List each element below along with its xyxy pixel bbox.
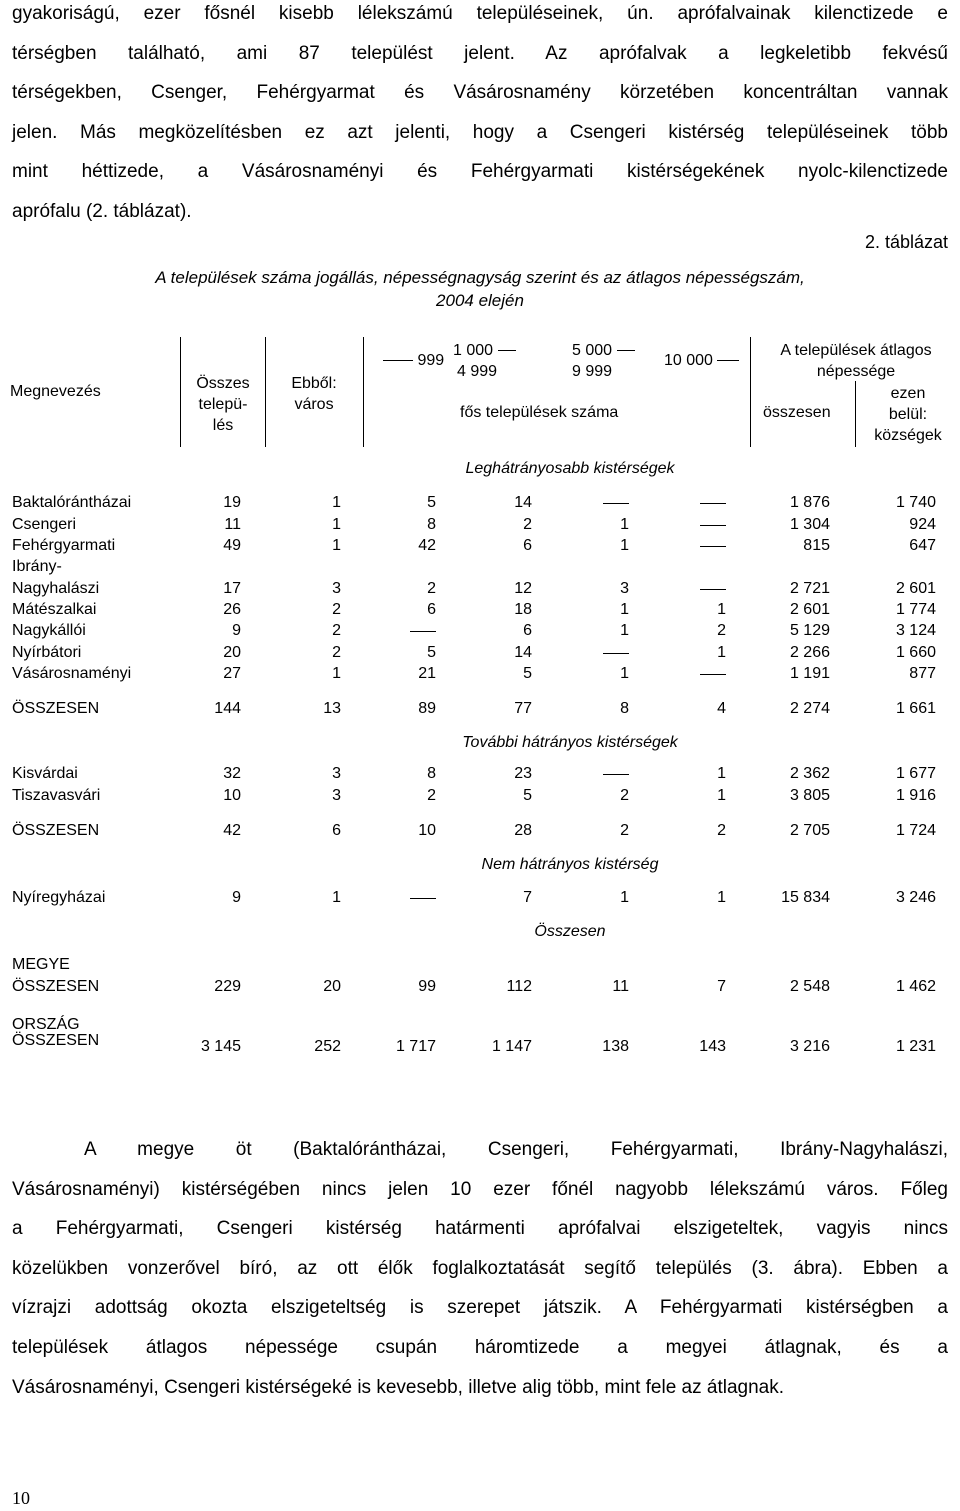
cell-osszes: 17: [223, 580, 241, 597]
cell-varos: 2: [332, 601, 341, 618]
cell-c10000: 1: [717, 765, 726, 782]
cell-kozseg: 1 774: [895, 601, 936, 618]
cell-atlag: 3 216: [789, 1038, 830, 1055]
cell-kozseg: 1 916: [895, 787, 936, 804]
row-name: Fehérgyarmati: [12, 537, 116, 554]
header-1000: [453, 340, 516, 382]
dash-value: [410, 898, 436, 899]
cell-kozseg: 1 677: [895, 765, 936, 782]
cell-kozseg: 3 124: [895, 622, 936, 639]
outro-line: a Fehérgyarmati, Csengeri kistérség határmenti aprófalvai elszigeteltek, vagyis nincs: [12, 1218, 948, 1240]
header-osszes-line: telepü-: [198, 396, 248, 413]
row-name-cont: ÖSSZESEN: [12, 1032, 100, 1049]
outro-line: települések átlagos népessége csupán háromtizede a megyei átlagnak, és a: [12, 1336, 948, 1358]
dash-value: [700, 546, 726, 547]
cell-c1000: 2: [523, 516, 532, 533]
cell-c10000: [700, 537, 726, 547]
cell-c999: 1 717: [395, 1038, 436, 1055]
cell-c10000: 1: [717, 644, 726, 661]
cell-c1000: 12: [514, 580, 532, 597]
row-name: Csengeri: [12, 516, 77, 533]
cell-c999: 2: [427, 787, 436, 804]
header-ezen: [862, 383, 954, 446]
cell-c999: 6: [427, 601, 436, 618]
cell-atlag: 2 601: [789, 601, 830, 618]
cell-varos: 252: [314, 1038, 341, 1055]
cell-atlag: 3 805: [789, 787, 830, 804]
cell-c5000: 11: [612, 978, 629, 995]
cell-c1000: 6: [523, 537, 532, 554]
row-name: ÖSSZESEN: [12, 822, 100, 839]
cell-atlag: 1 876: [789, 494, 830, 511]
row-name-cont: Nagyhalászi: [12, 580, 100, 597]
section-label: Nem hátrányos kistérség: [481, 856, 659, 873]
cell-c5000: 138: [602, 1038, 629, 1055]
dash: [717, 360, 739, 361]
cell-varos: 2: [332, 622, 341, 639]
row-name: Baktalórántházai: [12, 494, 132, 511]
header-ebbol-line: Ebből:: [291, 375, 337, 392]
cell-c10000: [700, 494, 726, 504]
dash-value: [603, 653, 629, 654]
intro-line: mint héttizede, a Vásárosnaményi és Fehérgyarmati kistérségekének nyolc-kilenctizede: [12, 161, 948, 183]
header-osszes: [182, 373, 264, 436]
cell-atlag: 1 191: [789, 665, 830, 682]
row-name-cont: ÖSSZESEN: [12, 978, 100, 995]
cell-varos: 1: [332, 494, 341, 511]
header-ezen-line: belül:: [888, 406, 928, 423]
cell-c5000: [603, 765, 629, 775]
dash-value: [410, 631, 436, 632]
cell-atlag: 15 834: [781, 889, 830, 906]
cell-kozseg: 1 661: [895, 700, 936, 717]
cell-c1000: 77: [514, 700, 532, 717]
intro-line: gyakoriságú, ezer fősnél kisebb lélekszámú településeinek, ún. aprófalvainak kilenctizede e: [12, 3, 948, 24]
cell-c1000: 14: [514, 644, 532, 661]
cell-atlag: 2 274: [789, 700, 830, 717]
cell-c1000: 18: [514, 601, 532, 618]
cell-c5000: 3: [620, 580, 629, 597]
cell-c10000: [700, 516, 726, 526]
cell-kozseg: 2 601: [895, 580, 936, 597]
cell-osszes: 9: [232, 622, 241, 639]
cell-c999: 99: [418, 978, 436, 995]
cell-c10000: 1: [717, 889, 726, 906]
dash-value: [700, 525, 726, 526]
cell-c5000: 1: [620, 537, 629, 554]
header-10000: [664, 352, 739, 370]
header-megnevezes: Megnevezés: [10, 383, 101, 400]
cell-c999: 2: [427, 580, 436, 597]
header-fos: fős települések száma: [460, 404, 619, 421]
cell-varos: 13: [323, 700, 341, 717]
cell-c1000: 5: [523, 787, 532, 804]
dash-value: [700, 503, 726, 504]
header-1000-text: 1 000: [453, 342, 494, 359]
dash-value: [700, 589, 726, 590]
row-name: Nagykállói: [12, 622, 86, 639]
cell-c999: 5: [427, 494, 436, 511]
header-5000: [572, 340, 635, 382]
cell-osszes: 19: [223, 494, 241, 511]
cell-c999: 8: [427, 765, 436, 782]
header-999: [383, 352, 444, 370]
cell-c999: 8: [427, 516, 436, 533]
cell-c999: [410, 889, 436, 899]
cell-osszes: 20: [223, 644, 241, 661]
row-name: Nyíregyházai: [12, 889, 106, 906]
dash-value: [603, 503, 629, 504]
header-ezen-line: községek: [874, 427, 942, 444]
cell-c999: 21: [418, 665, 436, 682]
cell-c5000: 1: [620, 889, 629, 906]
cell-c10000: 1: [717, 787, 726, 804]
cell-kozseg: 924: [909, 516, 936, 533]
cell-varos: 2: [332, 644, 341, 661]
row-name: Tiszavasvári: [12, 787, 101, 804]
cell-c1000: 28: [514, 822, 532, 839]
header-osszes-line: Összes: [196, 375, 250, 392]
header-atlag-line: népessége: [816, 363, 896, 380]
header-osszesen: összesen: [763, 404, 831, 421]
intro-line: térségekben, Csenger, Fehérgyarmat és Vásárosnamény körzetében koncentráltan vannak: [12, 82, 948, 104]
cell-osszes: 3 145: [200, 1038, 241, 1055]
cell-c1000: 7: [523, 889, 532, 906]
cell-varos: 1: [332, 516, 341, 533]
cell-atlag: 2 721: [789, 580, 830, 597]
cell-c999: 89: [418, 700, 436, 717]
section-label: További hátrányos kistérségek: [462, 734, 678, 751]
section-label: Leghátrányosabb kistérségek: [465, 460, 675, 477]
cell-varos: 1: [332, 665, 341, 682]
cell-osszes: 32: [223, 765, 241, 782]
outro-line: Vásárosnaményi, Csengeri kistérségeké is kevesebb, illetve alig több, mint fele az átlagnak.: [12, 1376, 785, 1398]
row-name: MEGYE: [12, 956, 70, 973]
cell-c5000: 1: [620, 601, 629, 618]
row-name: Vásárosnaményi: [12, 665, 132, 682]
outro-line: A megye öt (Baktalórántházai, Csengeri, Fehérgyarmati, Ibrány-Nagyhalászi,: [84, 1139, 948, 1160]
outro-paragraph: [12, 1130, 948, 1407]
cell-osszes: 49: [223, 537, 241, 554]
cell-osszes: 9: [232, 889, 241, 906]
cell-atlag: 2 548: [789, 978, 830, 995]
header-atlag-line: A települések átlagos: [780, 342, 932, 359]
row-name: Nyírbátori: [12, 644, 82, 661]
cell-c1000: 1 147: [491, 1038, 532, 1055]
cell-c10000: 4: [717, 700, 726, 717]
cell-c10000: [700, 665, 726, 675]
table-caption: A települések száma jogállás, népességnagyság szerint és az átlagos népességszám,: [155, 268, 805, 287]
cell-varos: 1: [332, 889, 341, 906]
cell-kozseg: 1 660: [895, 644, 936, 661]
cell-c1000: 5: [523, 665, 532, 682]
cell-osszes: 26: [223, 601, 241, 618]
cell-varos: 3: [332, 787, 341, 804]
header-999-text: 999: [417, 352, 445, 369]
header-divider: [750, 337, 751, 447]
cell-c5000: 2: [620, 822, 629, 839]
header-5000-text: 5 000: [572, 342, 613, 359]
dash: [383, 360, 413, 361]
cell-atlag: 2 705: [789, 822, 830, 839]
intro-line: jelen. Más megközelítésben ez azt jelenti, hogy a Csengeri kistérség településeinek több: [12, 121, 948, 143]
header-osszes-line: lés: [212, 417, 234, 434]
intro-paragraph: [12, 0, 948, 232]
cell-c5000: [603, 494, 629, 504]
cell-kozseg: 1 724: [895, 822, 936, 839]
row-name: Ibrány-: [12, 558, 62, 575]
header-atlag: [752, 340, 960, 382]
cell-osszes: 42: [223, 822, 241, 839]
cell-atlag: 2 362: [789, 765, 830, 782]
header-ebbol-line: város: [294, 396, 334, 413]
cell-c999: 42: [418, 537, 436, 554]
header-divider: [180, 337, 181, 447]
outro-line: közelükben vonzerővel bíró, az ott élők foglalkoztatását segítő település (3. ábra). Ebben a: [12, 1257, 948, 1279]
cell-c1000: 14: [514, 494, 532, 511]
row-name: Mátészalkai: [12, 601, 97, 618]
page-number: 10: [12, 1488, 30, 1508]
cell-c5000: 8: [620, 700, 629, 717]
header-5000-text2: 9 999: [572, 363, 613, 380]
cell-atlag: 2 266: [789, 644, 830, 661]
intro-line: térségben található, ami 87 települést jelent. Az aprófalvak a legkeletibb fekvésű: [12, 42, 948, 64]
row-name: Kisvárdai: [12, 765, 78, 782]
cell-c999: [410, 622, 436, 632]
cell-c5000: 1: [620, 622, 629, 639]
header-10000-text: 10 000: [664, 352, 713, 369]
cell-osszes: 144: [214, 700, 241, 717]
cell-kozseg: 3 246: [895, 889, 936, 906]
cell-osszes: 11: [224, 516, 241, 533]
row-name: ORSZÁG: [12, 1016, 80, 1033]
cell-c1000: 23: [514, 765, 532, 782]
outro-line: Vásárosnaményi) kistérségében nincs jelen 10 ezer főnél nagyobb lélekszámú város. Főleg: [12, 1178, 948, 1200]
cell-c10000: 7: [717, 978, 726, 995]
header-divider: [855, 381, 856, 447]
table-caption-date: 2004 elején: [436, 291, 524, 310]
header-1000-text2: 4 999: [457, 363, 498, 380]
cell-kozseg: 1 740: [895, 494, 936, 511]
section-label: Összesen: [534, 923, 606, 940]
header-divider: [363, 337, 364, 447]
cell-c999: 5: [427, 644, 436, 661]
cell-varos: 20: [323, 978, 341, 995]
cell-c10000: 1: [717, 601, 726, 618]
cell-c1000: 112: [506, 978, 532, 995]
cell-osszes: 10: [223, 787, 241, 804]
cell-osszes: 229: [214, 978, 241, 995]
cell-c5000: 1: [620, 516, 629, 533]
intro-line: aprófalu (2. táblázat).: [12, 200, 192, 222]
cell-c10000: 2: [717, 622, 726, 639]
cell-kozseg: 1 231: [895, 1038, 936, 1055]
cell-kozseg: 647: [909, 537, 936, 554]
cell-c5000: [603, 644, 629, 654]
cell-c5000: 2: [620, 787, 629, 804]
cell-c1000: 6: [523, 622, 532, 639]
cell-c10000: 2: [717, 822, 726, 839]
cell-atlag: 5 129: [789, 622, 830, 639]
cell-c10000: 143: [699, 1038, 726, 1055]
cell-varos: 6: [332, 822, 341, 839]
cell-kozseg: 877: [909, 665, 936, 682]
cell-c10000: [700, 580, 726, 590]
row-name: ÖSSZESEN: [12, 700, 100, 717]
dash: [617, 350, 635, 351]
cell-atlag: 1 304: [789, 516, 830, 533]
dash-value: [700, 674, 726, 675]
cell-varos: 3: [332, 580, 341, 597]
cell-kozseg: 1 462: [895, 978, 936, 995]
header-ebbol: [266, 373, 362, 415]
dash: [498, 350, 516, 351]
header-ezen-line: ezen: [890, 385, 926, 402]
dash-value: [603, 774, 629, 775]
cell-osszes: 27: [223, 665, 241, 682]
table-label: 2. táblázat: [864, 232, 948, 252]
cell-c5000: 1: [620, 665, 629, 682]
cell-atlag: 815: [803, 537, 830, 554]
outro-line: vízrajzi adottság okozta elszigeteltség is szerepet játszik. A Fehérgyarmati kistérségben a: [12, 1297, 948, 1319]
cell-c999: 10: [418, 822, 436, 839]
cell-varos: 1: [332, 537, 341, 554]
cell-varos: 3: [332, 765, 341, 782]
